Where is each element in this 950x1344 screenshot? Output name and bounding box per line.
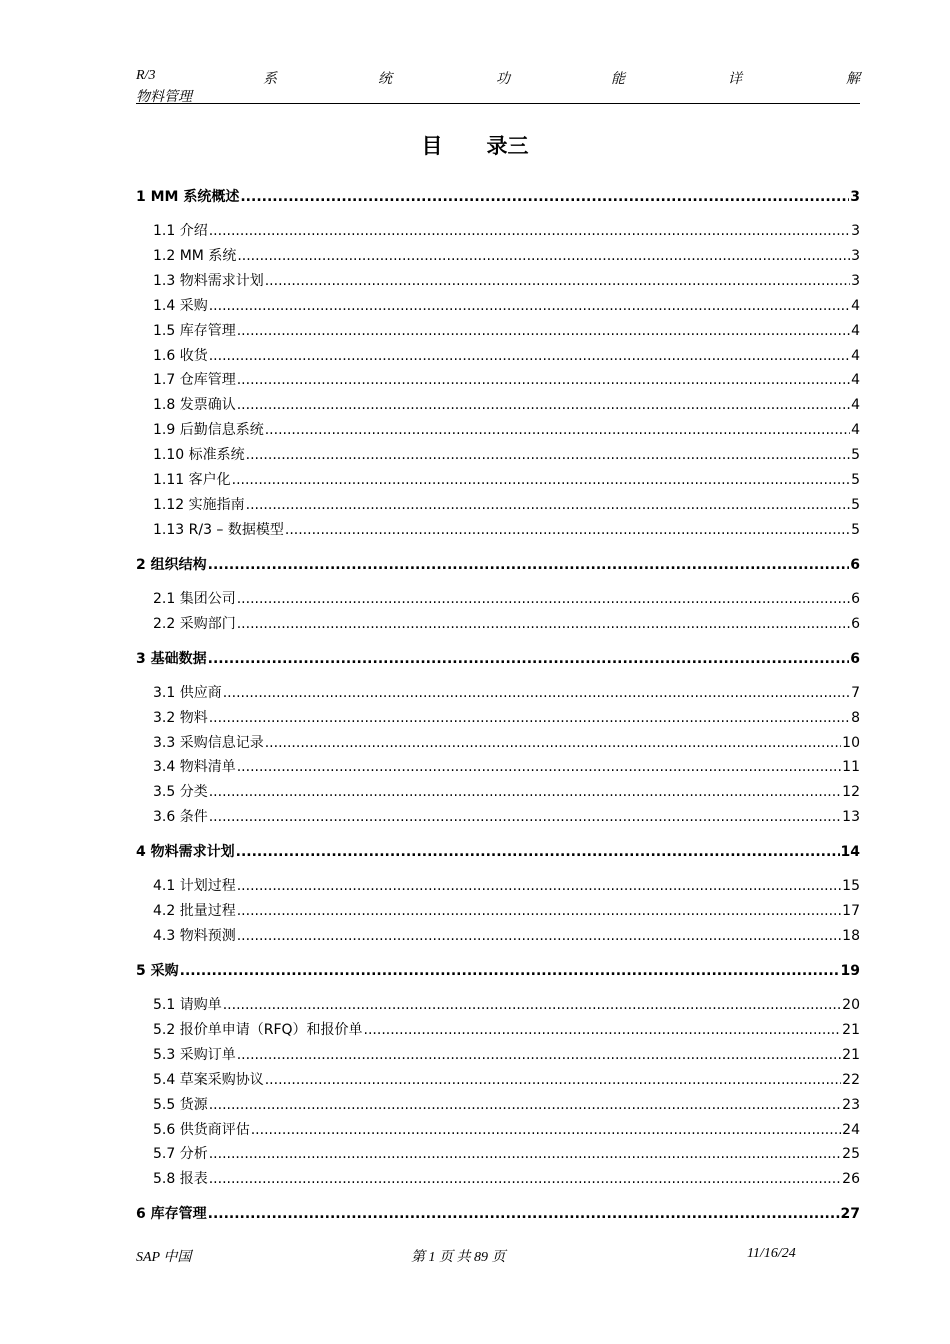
toc-entry-label: 2.1 集团公司 (153, 590, 236, 607)
toc-leader-dots (237, 875, 841, 897)
toc-entry-label: 3.6 条件 (153, 809, 208, 826)
header-char: 功 (496, 72, 510, 87)
toc-leader-dots (208, 648, 850, 670)
toc-leader-dots (208, 1203, 840, 1225)
toc-leader-dots (237, 394, 850, 416)
toc-section-entry[interactable] (153, 245, 860, 267)
toc-leader-dots (209, 806, 841, 828)
toc-section-entry[interactable] (153, 613, 860, 635)
toc-entry-label: 3.4 物料清单 (153, 759, 236, 776)
header-subtitle: 物料管理 (136, 90, 192, 105)
toc-entry-page: 27 (840, 1206, 860, 1223)
title-part-1: 目 (421, 134, 443, 158)
toc-leader-dots (265, 1069, 841, 1091)
toc-section-entry[interactable] (153, 781, 860, 803)
toc-section-entry[interactable] (153, 925, 860, 947)
toc-section-entry[interactable] (153, 1019, 860, 1041)
toc-entry-page: 26 (842, 1171, 860, 1188)
toc-entry-label: 4.1 计划过程 (153, 878, 236, 895)
toc-entry-label: 1.8 发票确认 (153, 397, 236, 414)
toc-entry-label: 1.3 物料需求计划 (153, 272, 264, 289)
header-char: 能 (611, 72, 625, 87)
toc-chapter-entry[interactable] (136, 648, 860, 670)
page-title (0, 130, 950, 160)
toc-entry-label: 4 物料需求计划 (136, 844, 235, 861)
toc-entry-label: 5.8 报表 (153, 1171, 208, 1188)
toc-entry-label: 1.1 介绍 (153, 223, 208, 239)
toc-entry-page: 13 (842, 809, 860, 826)
toc-entry-page: 25 (842, 1146, 860, 1163)
header-title-row (136, 68, 860, 86)
toc-leader-dots (246, 444, 850, 466)
toc-section-entry[interactable] (153, 1143, 860, 1165)
toc-section-entry[interactable] (153, 519, 860, 541)
toc-entry-label: 5.7 分析 (153, 1146, 208, 1163)
toc-leader-dots (208, 554, 850, 576)
toc-entry-label: 3.3 采购信息记录 (153, 734, 264, 751)
toc-leader-dots (237, 900, 841, 922)
footer-date: 11/16/24 (747, 1246, 796, 1261)
toc-entry-page: 20 (842, 997, 860, 1013)
header-char: 解 (846, 72, 860, 87)
toc-leader-dots (251, 1119, 841, 1141)
toc-section-entry[interactable] (153, 295, 860, 317)
toc-section-entry[interactable] (153, 394, 860, 416)
toc-leader-dots (223, 994, 841, 1016)
toc-entry-label: 1.2 MM 系统 (153, 247, 237, 264)
toc-entry-page: 3 (850, 189, 860, 205)
toc-leader-dots (237, 588, 850, 610)
toc-entry-page: 23 (842, 1096, 860, 1113)
toc-entry-label: 3.5 分类 (153, 784, 208, 801)
toc-leader-dots (265, 732, 841, 754)
toc-leader-dots (180, 960, 840, 982)
toc-leader-dots (246, 494, 850, 516)
toc-entry-label: 3.1 供应商 (153, 684, 222, 701)
toc-leader-dots (209, 295, 850, 317)
toc-section-entry[interactable] (153, 875, 860, 897)
toc-entry-label: 1 MM 系统概述 (136, 189, 240, 205)
toc-entry-label: 1.13 R/3 – 数据模型 (153, 521, 284, 538)
toc-leader-dots (237, 925, 841, 947)
toc-section-entry[interactable] (153, 345, 860, 367)
toc-leader-dots (209, 345, 850, 367)
toc-entry-page: 6 (850, 556, 860, 573)
toc-entry-page: 17 (842, 903, 860, 920)
toc-leader-dots (285, 519, 850, 541)
toc-leader-dots (237, 756, 841, 778)
toc-section-entry[interactable] (153, 707, 860, 729)
toc-leader-dots (237, 320, 850, 342)
toc-chapter-entry[interactable] (136, 841, 860, 863)
toc-leader-dots (209, 707, 850, 729)
toc-entry-page: 4 (851, 372, 860, 389)
toc-entry-label: 1.12 实施指南 (153, 496, 245, 513)
toc-section-entry[interactable] (153, 682, 860, 704)
toc-entry-page: 22 (842, 1071, 860, 1088)
toc-entry-page: 4 (851, 397, 860, 414)
toc-entry-label: 1.7 仓库管理 (153, 372, 236, 389)
toc-leader-dots (209, 220, 850, 242)
toc-section-entry[interactable] (153, 469, 860, 491)
toc-section-entry[interactable] (153, 270, 860, 292)
toc-entry-label: 5.1 请购单 (153, 997, 222, 1013)
toc-entry-page: 5 (851, 472, 860, 488)
toc-entry-label: 5 采购 (136, 963, 179, 979)
header-char: 系 (263, 72, 277, 87)
toc-section-entry[interactable] (153, 220, 860, 242)
toc-leader-dots (237, 1044, 841, 1066)
header-char: 详 (728, 72, 742, 87)
toc-leader-dots (209, 1094, 841, 1116)
toc-entry-page: 21 (842, 1046, 860, 1063)
toc-entry-page: 15 (842, 878, 860, 895)
toc-entry-page: 6 (851, 590, 860, 607)
toc-chapter-entry[interactable] (136, 186, 860, 208)
toc-section-entry[interactable] (153, 1094, 860, 1116)
toc-entry-page: 4 (851, 422, 860, 439)
toc-entry-page: 3 (851, 247, 860, 264)
toc-entry-label: 1.9 后勤信息系统 (153, 422, 264, 439)
toc-entry-page: 12 (842, 784, 860, 801)
toc-entry-page: 10 (842, 734, 860, 751)
toc-section-entry[interactable] (153, 806, 860, 828)
footer-page-number: 第 1 页 共 89 页 (411, 1250, 506, 1265)
toc-chapter-entry[interactable] (136, 1203, 860, 1225)
toc-entry-page: 6 (851, 615, 860, 632)
toc-entry-page: 19 (840, 963, 860, 979)
toc-section-entry[interactable] (153, 900, 860, 922)
header-r3: R/3 (136, 68, 156, 83)
toc-leader-dots (237, 613, 850, 635)
toc-entry-page: 8 (851, 709, 860, 726)
page-footer (136, 1246, 860, 1266)
toc-entry-page: 18 (842, 928, 860, 944)
toc-entry-label: 2.2 采购部门 (153, 615, 236, 632)
toc-entry-label: 4.3 物料预测 (153, 928, 236, 944)
title-part-2: 录三 (486, 134, 529, 158)
toc-section-entry[interactable] (153, 369, 860, 391)
toc-section-entry[interactable] (153, 320, 860, 342)
toc-leader-dots (265, 270, 850, 292)
toc-entry-label: 1.4 采购 (153, 297, 208, 314)
toc-chapter-entry[interactable] (136, 960, 860, 982)
toc-entry-page: 5 (851, 521, 860, 538)
toc-entry-label: 3 基础数据 (136, 650, 207, 667)
toc-leader-dots (237, 245, 850, 267)
toc-entry-label: 1.6 收货 (153, 347, 208, 364)
toc-section-entry[interactable] (153, 1069, 860, 1091)
toc-leader-dots (237, 369, 850, 391)
toc-entry-label: 5.3 采购订单 (153, 1046, 236, 1063)
toc-entry-label: 5.5 货源 (153, 1096, 208, 1113)
toc-entry-page: 4 (851, 322, 860, 339)
page-header (136, 68, 860, 104)
toc-leader-dots (265, 419, 850, 441)
toc-entry-label: 3.2 物料 (153, 709, 208, 726)
toc-entry-page: 14 (840, 844, 860, 861)
header-char: 统 (378, 72, 392, 87)
toc-section-entry[interactable] (153, 756, 860, 778)
toc-section-entry[interactable] (153, 494, 860, 516)
toc-section-entry[interactable] (153, 588, 860, 610)
toc-leader-dots (209, 1143, 841, 1165)
toc-entry-label: 1.11 客户化 (153, 472, 231, 488)
toc-leader-dots (240, 186, 849, 208)
toc-entry-label: 5.4 草案采购协议 (153, 1071, 264, 1088)
toc-entry-page: 6 (850, 650, 860, 667)
toc-entry-label: 5.6 供货商评估 (153, 1121, 250, 1138)
toc-section-entry[interactable] (153, 732, 860, 754)
toc-entry-label: 1.5 库存管理 (153, 322, 236, 339)
toc-section-entry[interactable] (153, 1044, 860, 1066)
toc-entry-page: 7 (851, 684, 860, 701)
toc-entry-page: 5 (851, 447, 860, 464)
toc-section-entry[interactable] (153, 1119, 860, 1141)
toc-entry-page: 3 (851, 223, 860, 239)
toc-entry-page: 21 (842, 1021, 860, 1038)
toc-entry-label: 2 组织结构 (136, 556, 207, 573)
toc-section-entry[interactable] (153, 1168, 860, 1190)
toc-entry-label: 6 库存管理 (136, 1206, 207, 1223)
toc-entry-label: 4.2 批量过程 (153, 903, 236, 920)
toc-entry-page: 3 (851, 272, 860, 289)
toc-entry-page: 11 (842, 759, 860, 776)
toc-leader-dots (223, 682, 850, 704)
toc-entry-page: 4 (851, 297, 860, 314)
toc-chapter-entry[interactable] (136, 554, 860, 576)
toc-leader-dots (209, 781, 841, 803)
toc-entry-page: 24 (842, 1121, 860, 1138)
toc-section-entry[interactable] (153, 994, 860, 1016)
toc-section-entry[interactable] (153, 419, 860, 441)
toc-leader-dots (236, 841, 840, 863)
toc-entry-page: 5 (851, 496, 860, 513)
toc-leader-dots (364, 1019, 842, 1041)
toc-section-entry[interactable] (153, 444, 860, 466)
toc-leader-dots (209, 1168, 841, 1190)
toc-leader-dots (232, 469, 850, 491)
toc-entry-label: 5.2 报价单申请（RFQ）和报价单 (153, 1021, 363, 1038)
toc-entry-label: 1.10 标准系统 (153, 447, 245, 464)
footer-company: SAP 中国 (136, 1250, 192, 1265)
toc-entry-page: 4 (851, 347, 860, 364)
